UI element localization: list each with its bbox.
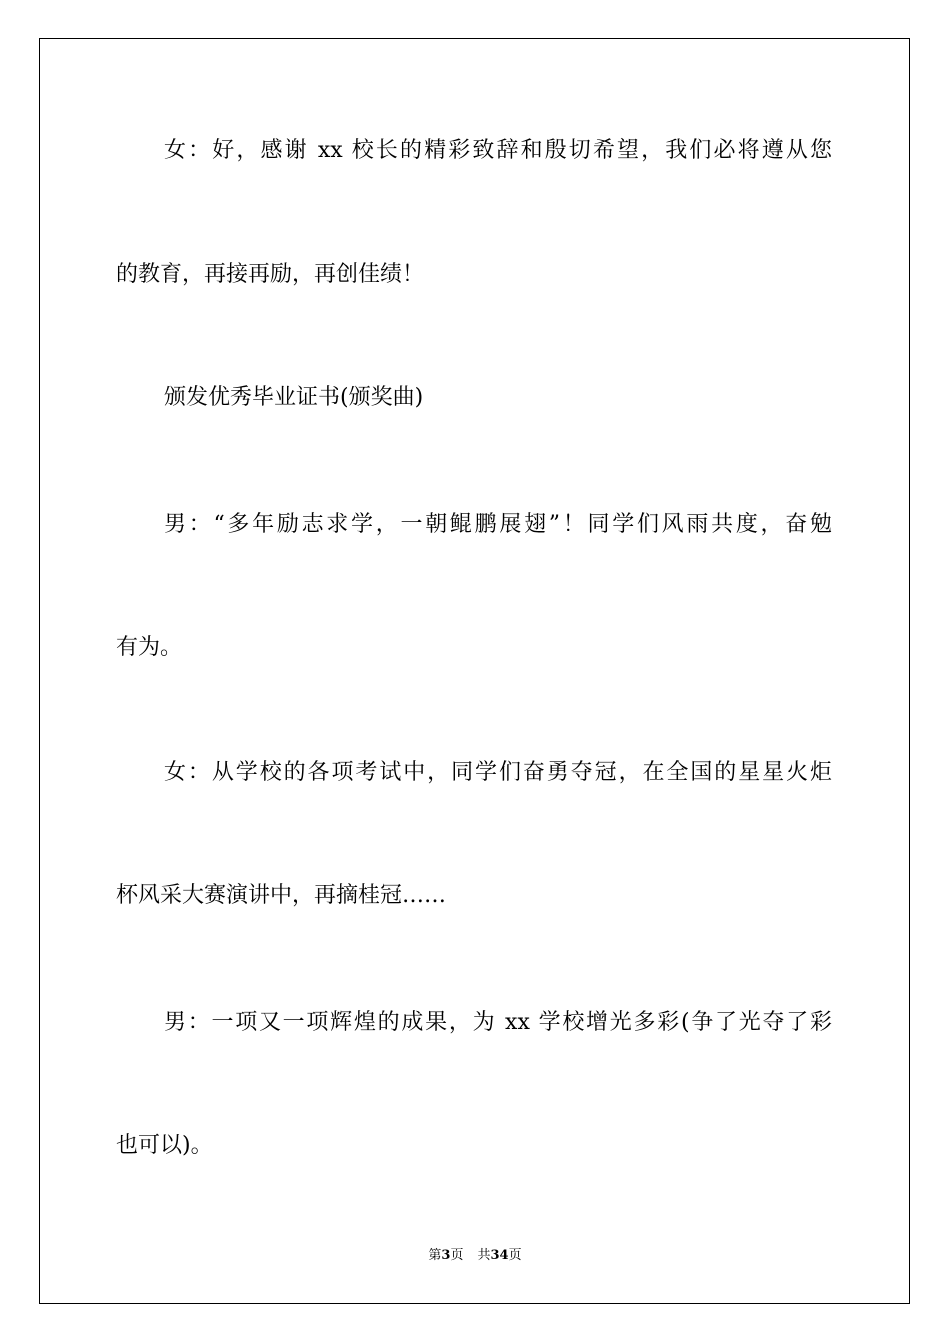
- footer-page-number: 3: [441, 1248, 451, 1263]
- paragraph-3-line-1: 男：“多年励志求学，一朝鲲鹏展翅”！同学们风雨共度，奋勉: [164, 512, 832, 537]
- paragraph-4-line-2: 杯风采大赛演讲中，再摘桂冠……: [116, 883, 447, 908]
- paragraph-5-line-1: 男：一项又一项辉煌的成果，为 xx 学校增光多彩(争了光夺了彩: [164, 1010, 832, 1035]
- paragraph-4-line-1: 女：从学校的各项考试中，同学们奋勇夺冠，在全国的星星火炬: [164, 760, 832, 785]
- footer-total-suffix: 页: [508, 1248, 522, 1263]
- footer-page-prefix: 第: [428, 1248, 442, 1263]
- page-footer: [0, 1248, 950, 1264]
- footer-total-prefix: 共: [477, 1248, 491, 1263]
- paragraph-1-line-2: 的教育，再接再励，再创佳绩！: [116, 262, 425, 287]
- page-border: [39, 38, 910, 1304]
- paragraph-1-line-1: 女：好，感谢 xx 校长的精彩致辞和殷切希望，我们必将遵从您: [164, 138, 832, 163]
- paragraph-3-line-2: 有为。: [116, 635, 183, 660]
- footer-total-pages: 34: [490, 1248, 509, 1263]
- paragraph-5-line-2: 也可以)。: [116, 1133, 213, 1158]
- footer-page-suffix: 页: [450, 1248, 464, 1263]
- paragraph-2-line-1: 颁发优秀毕业证书(颁奖曲): [164, 385, 424, 410]
